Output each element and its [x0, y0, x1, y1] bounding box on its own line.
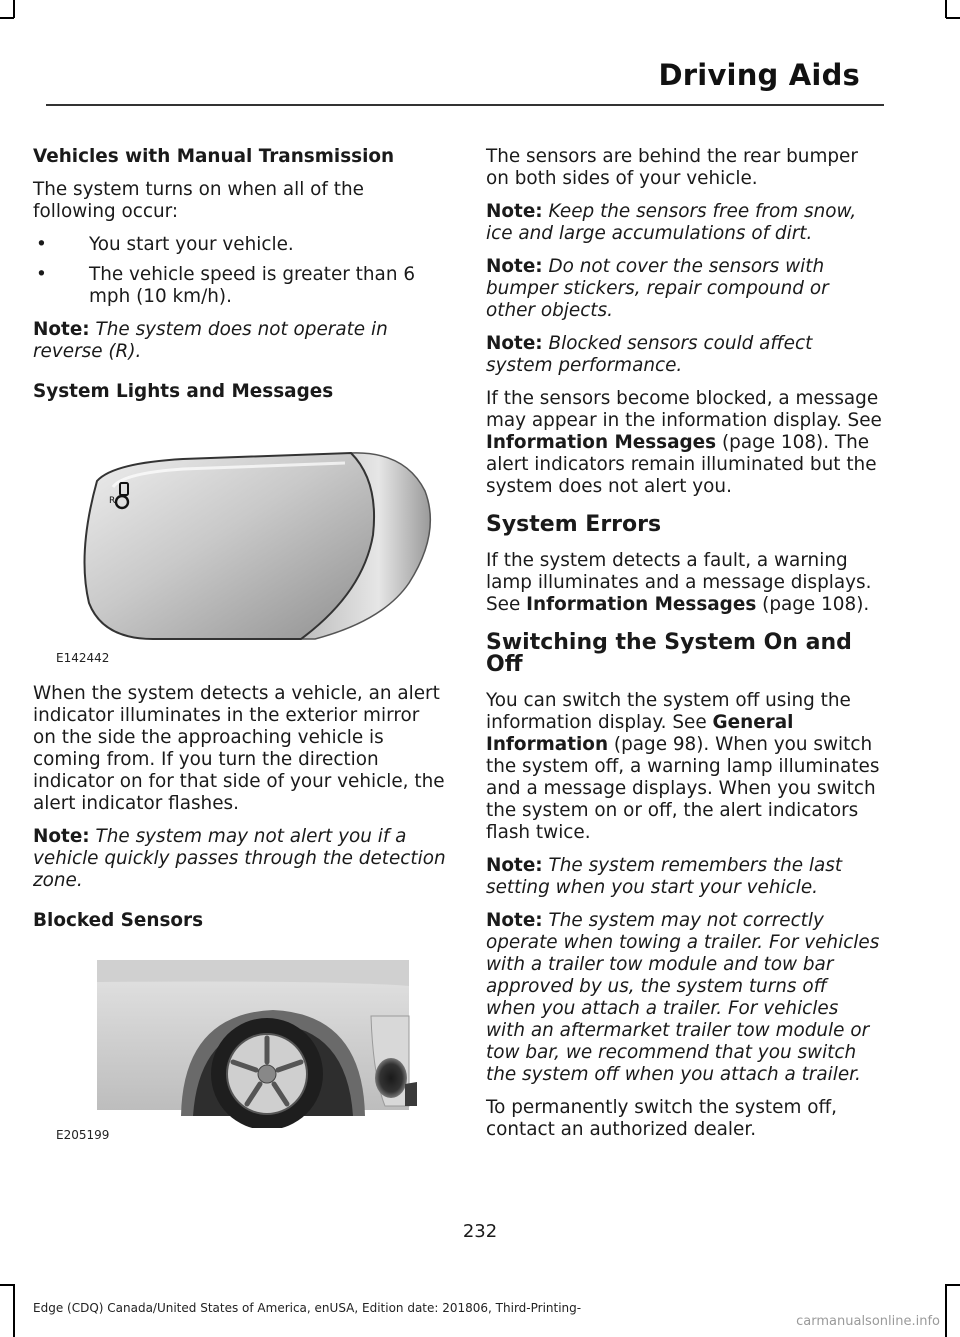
text: (page 108). The alert indicators remain illuminated but the system does not alert you. — [486, 432, 877, 497]
note-label: Note: — [486, 201, 543, 222]
conditions-list — [33, 234, 447, 308]
text: If the system detects a fault, a warning lamp illuminates and a message displays. See — [486, 550, 872, 615]
crop-mark — [0, 17, 14, 19]
switching-paragraph — [486, 690, 882, 844]
edition-footer: Edge (CDQ) Canada/United States of America, enUSA, Edition date: 201806, Third-Printing- — [33, 1301, 582, 1315]
right-column — [486, 146, 882, 1152]
note-text: The system may not correctly operate when towing a trailer. For vehicles with a trailer tow module and tow bar approved by us, the system turns off when you attach a trailer. For vehicles with an aftermarket trailer tow module or tow bar, we recommend that you switch the system off when you attach a trailer. — [486, 910, 880, 1085]
note-label: Note: — [486, 256, 543, 277]
cross-reference-link[interactable]: Information Messages — [526, 594, 757, 615]
note-text: Keep the sensors free from snow, ice and large accumulations of dirt. — [486, 201, 857, 244]
section-heading-switching: Switching the System On and Off — [486, 630, 852, 677]
section-heading-lights: System Lights and Messages — [33, 381, 334, 402]
note-text: Do not cover the sensors with bumper stickers, repair compound or other objects. — [486, 256, 829, 321]
note-text: The system does not operate in reverse (R). — [33, 319, 388, 362]
note-towing-trailer — [486, 910, 882, 1086]
crop-mark — [946, 17, 960, 19]
page-title: Driving Aids — [658, 58, 860, 92]
blocked-message-paragraph — [486, 388, 882, 498]
side-mirror-illustration — [33, 443, 447, 649]
note-text: The system may not alert you if a vehicle quickly passes through the detection zone. — [33, 826, 446, 891]
page-number: 232 — [462, 1221, 498, 1242]
crop-mark — [13, 0, 15, 18]
note-text: Blocked sensors could affect system performance. — [486, 333, 813, 376]
note-label: Note: — [486, 855, 543, 876]
figure-code: E205199 — [56, 1128, 110, 1142]
crop-mark — [945, 0, 947, 18]
sensors-location-paragraph: The sensors are behind the rear bumper on both sides of your vehicle. — [486, 146, 858, 189]
text: (page 108). — [762, 594, 870, 615]
detect-paragraph: When the system detects a vehicle, an alert indicator illuminates in the exterior mirror on the side the approaching vehicle is coming from. If you turn the direction indicator on for that side of your vehicle, the alert indicator flashes. — [33, 683, 445, 814]
svg-text:R: R — [109, 496, 116, 506]
section-heading-errors: System Errors — [486, 512, 662, 537]
watermark: carmanualsonline.info — [796, 1314, 940, 1329]
text: If the sensors become blocked, a message may appear in the information display. See — [486, 388, 882, 431]
note-do-not-cover — [486, 256, 882, 322]
note-label: Note: — [486, 333, 543, 354]
cross-reference-link[interactable]: Information Messages — [486, 432, 717, 453]
crop-mark — [0, 1284, 14, 1286]
crop-mark — [946, 1284, 960, 1286]
left-column — [33, 146, 447, 1160]
blind-spot-alert-icon — [108, 481, 136, 511]
note-label: Note: — [33, 826, 90, 847]
mirror-figure — [33, 443, 447, 669]
errors-paragraph — [486, 550, 882, 616]
section-heading-manual: Vehicles with Manual Transmission — [33, 146, 395, 167]
list-item: • The vehicle speed is greater than 6 mph (10 km/h). — [33, 264, 447, 308]
figure-code: E142442 — [56, 651, 110, 665]
note-label: Note: — [486, 910, 543, 931]
header-rule — [46, 104, 884, 106]
cross-reference-link[interactable]: General Information — [486, 712, 794, 755]
text: (page 98). When you switch the system off, a warning lamp illuminates and a message displays. When you switch the system on or off, the alert indicators flash twice. — [486, 734, 880, 843]
list-item: • You start your vehicle. — [33, 234, 447, 256]
text: You can switch the system off using the information display. See — [486, 690, 851, 733]
intro-paragraph: The system turns on when all of the following occur: — [33, 179, 364, 222]
dealer-paragraph: To permanently switch the system off, contact an authorized dealer. — [486, 1097, 837, 1140]
note-remembers-setting — [486, 855, 882, 899]
note-text: The system remembers the last setting when you start your vehicle. — [486, 855, 843, 898]
rear-bumper-figure — [33, 956, 447, 1146]
note-quick-pass — [33, 826, 447, 892]
note-keep-free — [486, 201, 882, 245]
section-heading-blocked: Blocked Sensors — [33, 910, 204, 931]
rear-wheel-sensor-illustration — [33, 956, 447, 1128]
note-reverse — [33, 319, 447, 363]
crop-mark — [945, 1284, 947, 1337]
note-blocked-performance — [486, 333, 882, 377]
crop-mark — [13, 1284, 15, 1337]
note-label: Note: — [33, 319, 90, 340]
